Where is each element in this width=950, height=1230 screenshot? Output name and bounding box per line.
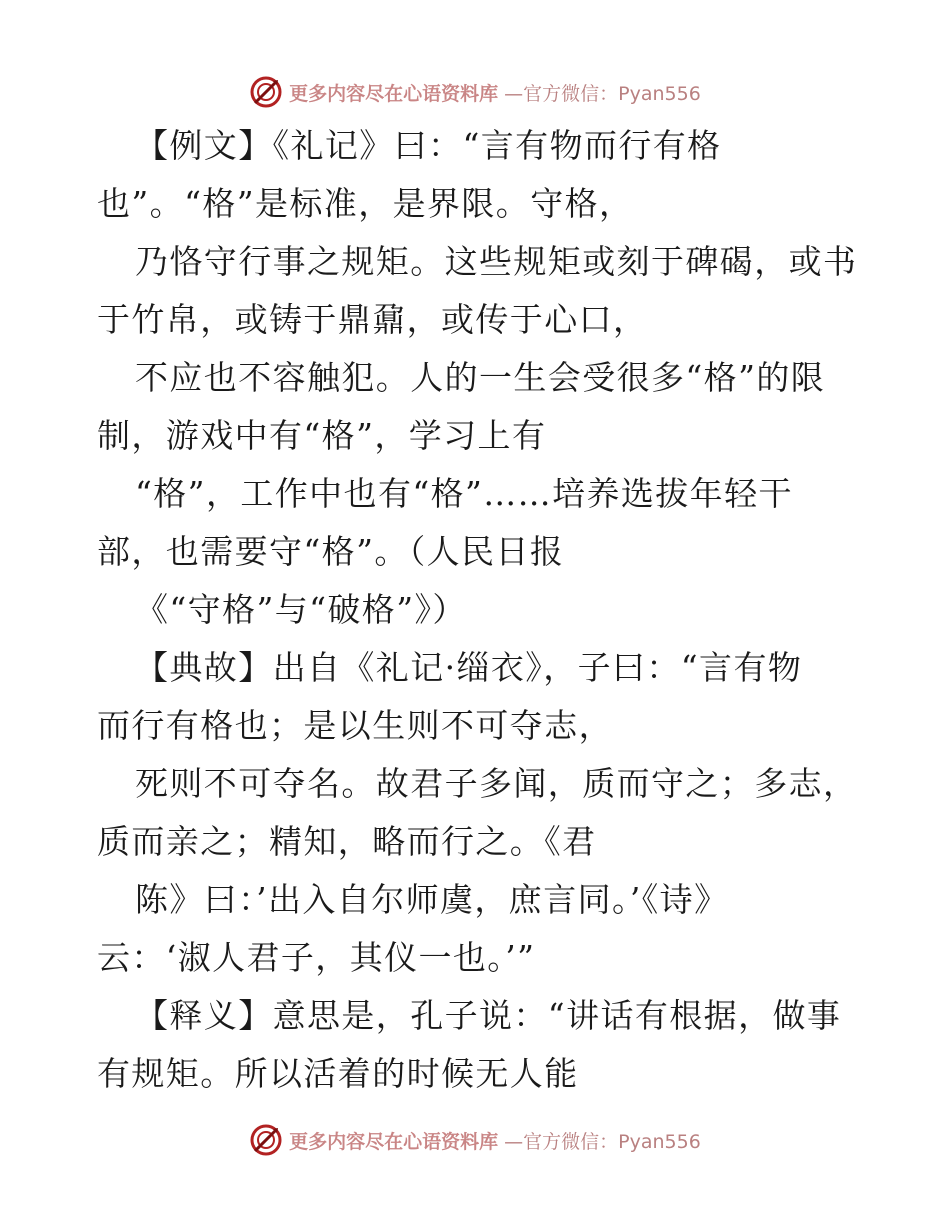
text-line: 陈》曰：’出入自尔师虞，庶言同。’《诗》 [135,880,729,919]
text-line: 有规矩。所以活着的时候无人能 [97,1054,579,1093]
text-line: 部，也需要守“格”。（人民日报 [97,532,565,571]
text-line: 乃恪守行事之规矩。这些规矩或刻于碑碣，或书 [135,242,858,281]
header-wechat-text: —官方微信：Pyan556 [504,82,701,105]
text-line: 死则不可夺名。故君子多闻，质而守之；多志， [135,764,858,803]
brand-logo-icon [249,75,283,109]
text-line: 【典故】出自《礼记·缁衣》，子曰：“言有物 [135,648,803,687]
text-line: 也”。“格”是标准，是界限。守格， [97,184,634,223]
brand-logo-icon [249,1123,283,1157]
text-line: 【释义】意思是，孔子说：“讲话有根据，做事 [135,996,842,1035]
text-line: 不应也不容触犯。人的一生会受很多“格”的限 [135,358,826,397]
footer-banner [0,1120,950,1160]
text-line: 《“守格”与“破格”》） [135,590,467,629]
text-line: 于竹帛，或铸于鼎鼐，或传于心口， [97,300,648,339]
text-line: 【例文】《礼记》曰：“言有物而行有格 [135,126,722,165]
text-line: 云：‘淑人君子，其仪一也。’” [97,938,536,977]
footer-brand-text: 更多内容尽在心语资料库 [289,1130,499,1153]
text-line: “格”，工作中也有“格”……培养选拔年轻干 [135,474,793,513]
text-line: 质而亲之；精知，略而行之。《君 [97,822,597,861]
header-brand-text: 更多内容尽在心语资料库 [289,82,499,105]
header-banner [0,72,950,112]
footer-wechat-text: —官方微信：Pyan556 [504,1130,701,1153]
text-line: 而行有格也；是以生则不可夺志， [97,706,613,745]
text-line: 制，游戏中有“格”，学习上有 [97,416,547,455]
